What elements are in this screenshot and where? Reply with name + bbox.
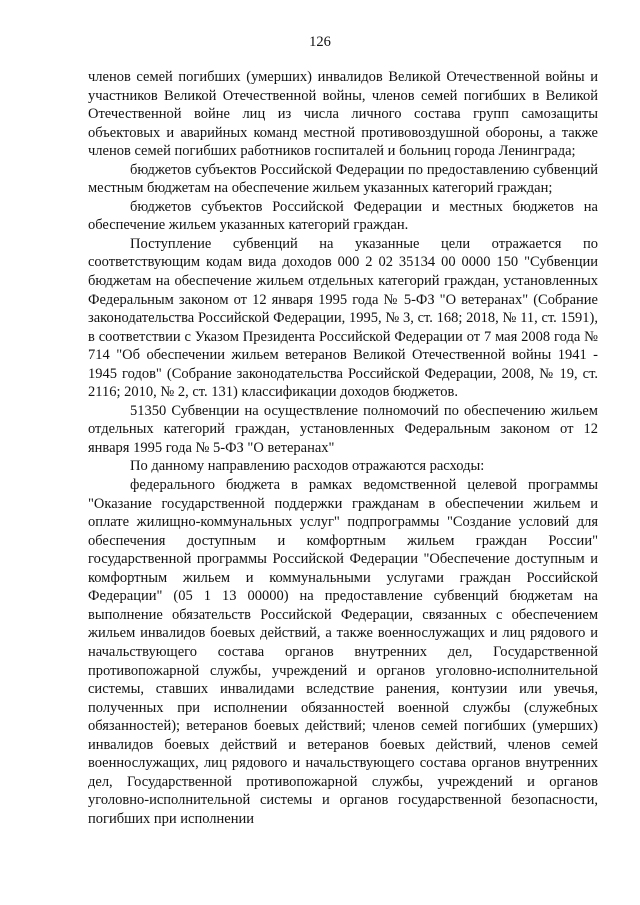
paragraph-3: бюджетов субъектов Российской Федерации и местных бюджетов на обеспечение жильем указанных категорий граждан.: [88, 198, 598, 234]
paragraph-1: членов семей погибших (умерших) инвалидов Великой Отечественной войны и участников Великой Отечественной войны, членов семей погибших в Великой Отечественной войне лиц из числа личного состава групп самозащиты объектовых и аварийных команд местной противовоздушной обороны, а также членов семей погибших работников госпиталей и больниц города Ленинграда;: [88, 69, 598, 160]
paragraph-2: бюджетов субъектов Российской Федерации по предоставлению субвенций местным бюджетам на обеспечение жильем указанных категорий граждан;: [88, 161, 598, 197]
page-number: 126: [309, 34, 331, 50]
document-body: [88, 68, 598, 828]
paragraph-7: федерального бюджета в рамках ведомственной целевой программы "Оказание государственной поддержки гражданам в обеспечении жильем и оплате жилищно-коммунальных услуг" подпрограммы "Создание условий для обеспечения доступным и комфортным жильем граждан России" государственной программы Российской Федерации "Обеспечение доступным и комфортным жильем и коммунальными услугами граждан Российской Федерации" (05 1 13 00000) на предоставление субвенций бюджетам на выполнение обязательств Российской Федерации, связанных с обеспечением жильем инвалидов боевых действий, а также военнослужащих и лиц рядового и начальствующего состава органов внутренних дел, Государственной противопожарной службы, учреждений и органов уголовно-исполнительной системы, ставших инвалидами вследствие ранения, контузии или увечья, полученных при исполнении обязанностей военной службы (служебных обязанностей); ветеранов боевых действий; членов семей погибших (умерших) инвалидов боевых действий и ветеранов боевых действий, членов семей военнослужащих, лиц рядового и начальствующего состава органов внутренних дел, Государственной противопожарной службы, учреждений и органов уголовно-исполнительной системы и органов государственной безопасности, погибших при исполнении: [88, 477, 598, 827]
paragraph-6: По данному направлению расходов отражаются расходы:: [130, 458, 485, 475]
paragraph-5: 51350 Субвенции на осуществление полномочий по обеспечению жильем отдельных категорий граждан, установленных Федеральным законом от 12 января 1995 года № 5-ФЗ "О ветеранах": [88, 402, 598, 456]
paragraph-4: Поступление субвенций на указанные цели отражается по соответствующим кодам вида доходов 000 2 02 35134 00 0000 150 "Субвенции бюджетам на обеспечение жильем отдельных категорий граждан, установленных Федеральным законом от 12 января 1995 года № 5-ФЗ "О ветеранах" (Собрание законодательства Российской Федерации, 1995, № 3, ст. 168; 2018, № 11, ст. 1591), в соответствии с Указом Президента Российской Федерации от 7 мая 2008 года № 714 "Об обеспечении жильем ветеранов Великой Отечественной войны 1941 - 1945 годов" (Собрание законодательства Российской Федерации, 2008, № 19, ст. 2116; 2010, № 2, ст. 131) классификации доходов бюджетов.: [88, 235, 598, 401]
